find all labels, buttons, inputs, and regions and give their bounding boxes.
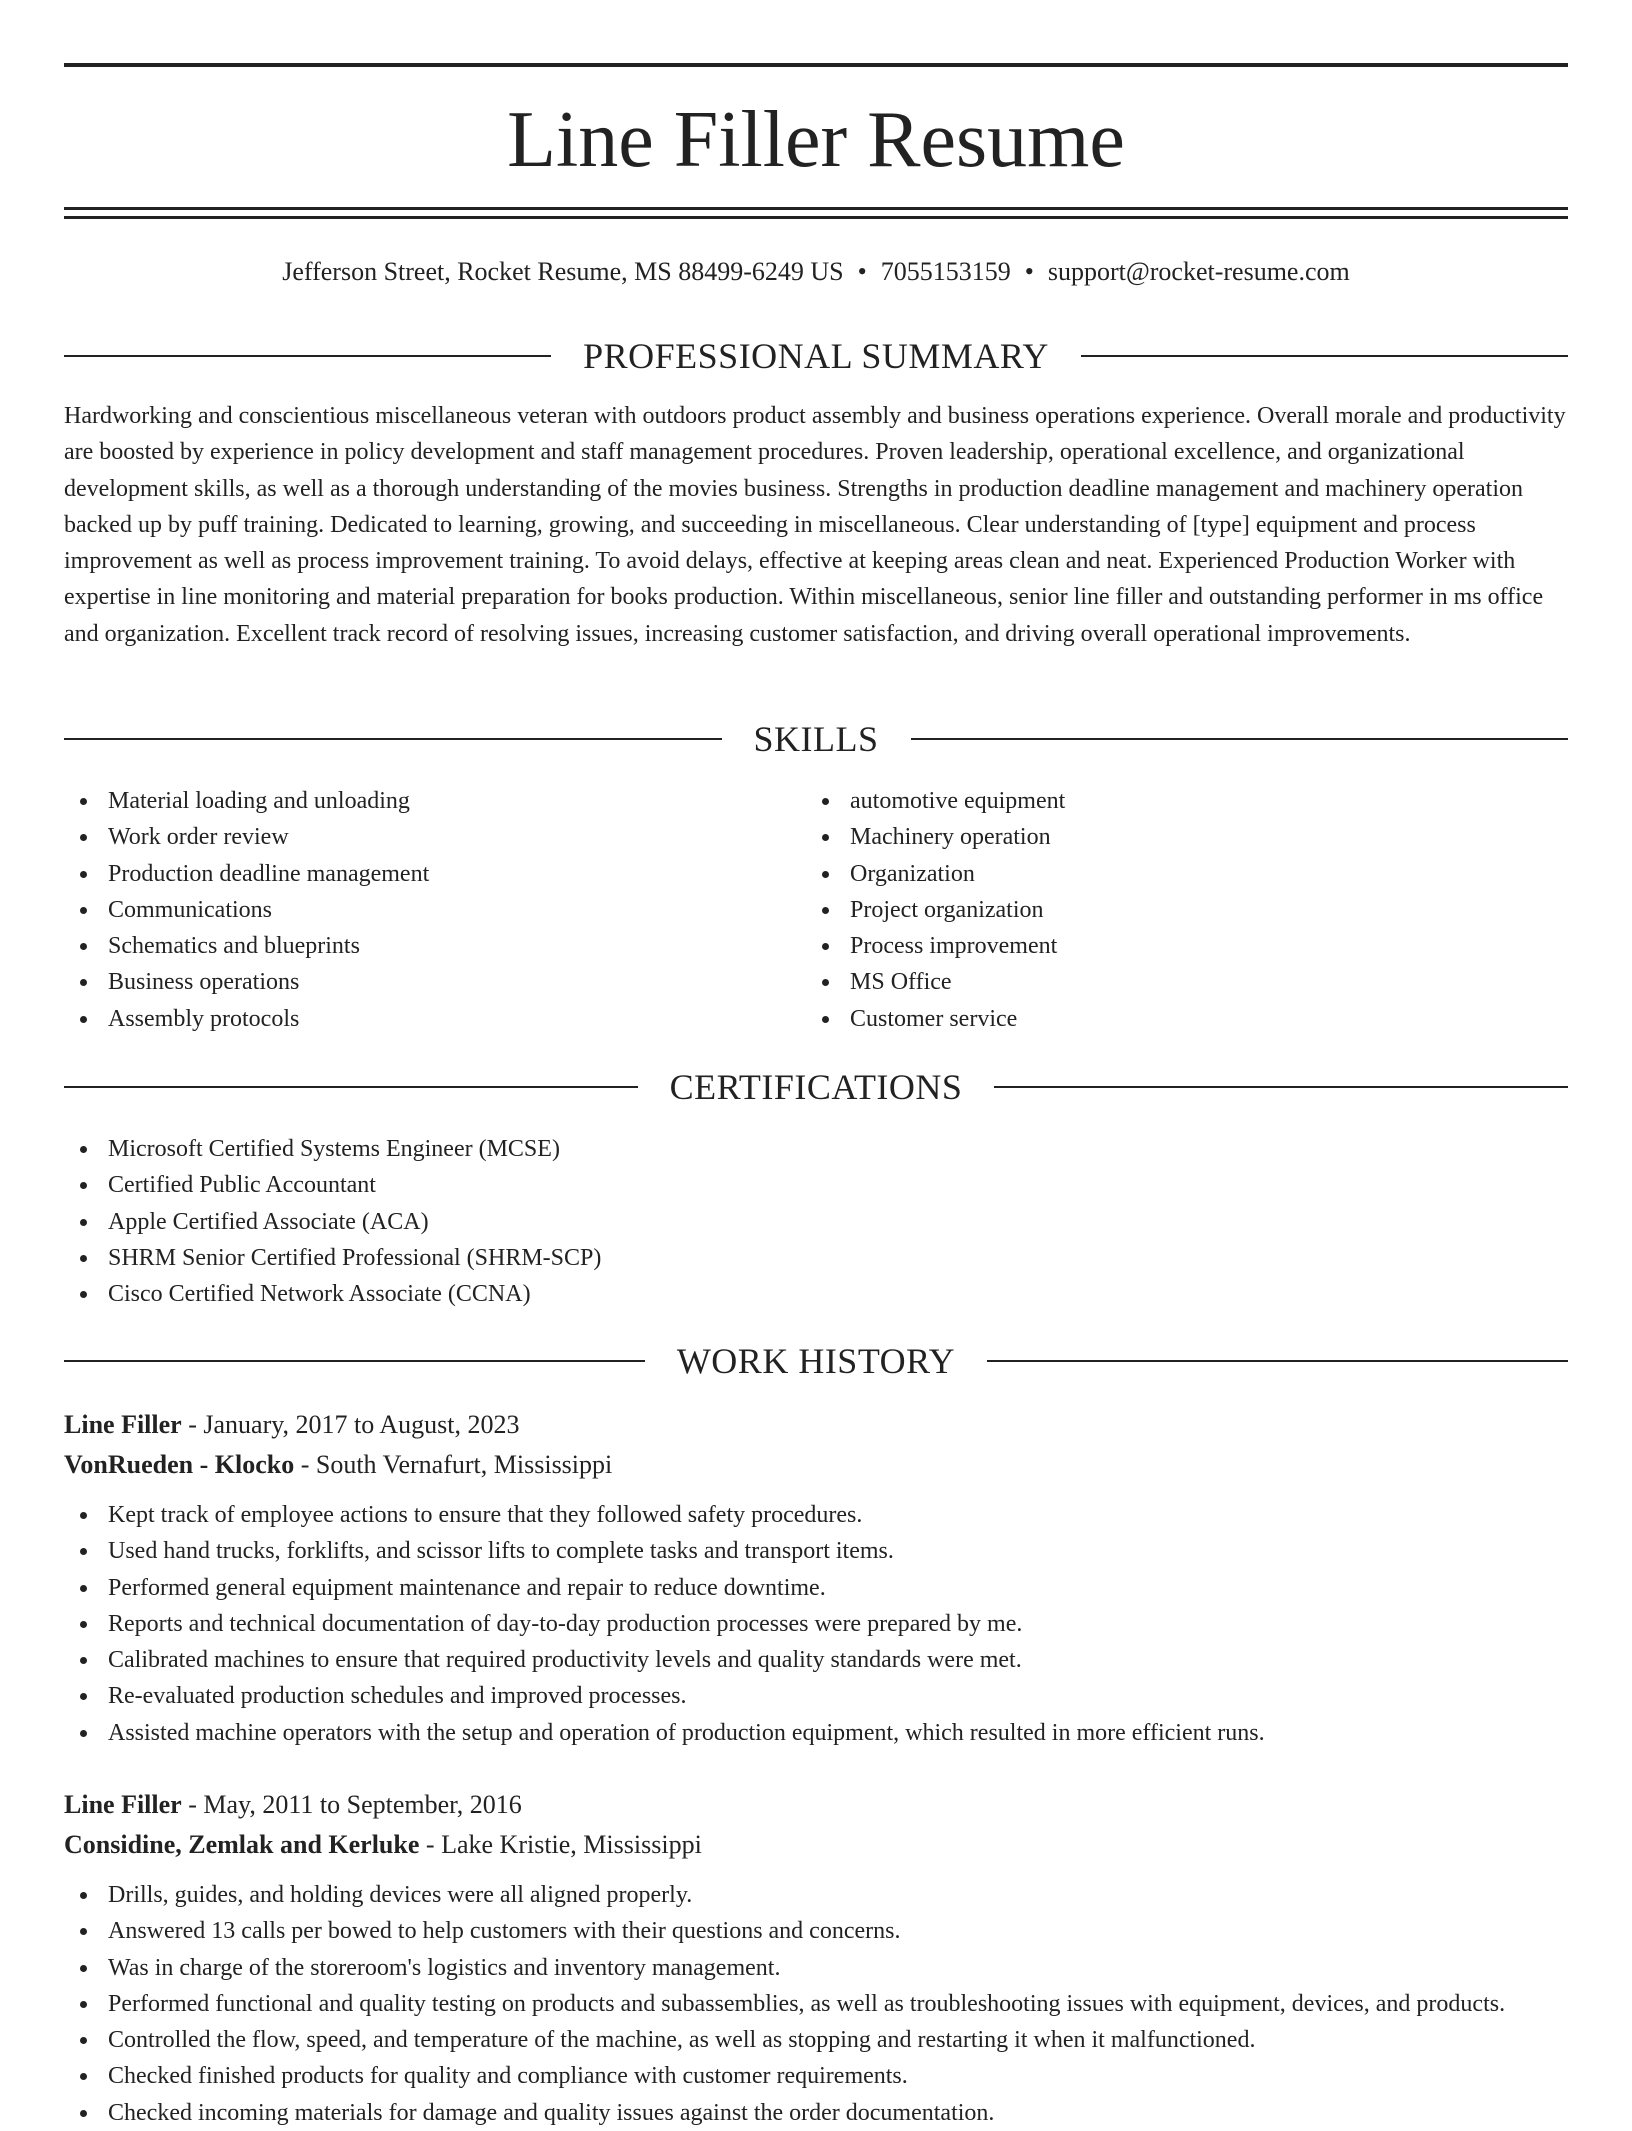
job-company: Considine, Zemlak and Kerluke: [64, 1830, 420, 1859]
job-duty-item: Performed general equipment maintenance and repair to reduce downtime.: [64, 1570, 1568, 1606]
job-duty-item: Drills, guides, and holding devices were all aligned properly.: [64, 1877, 1568, 1913]
skill-item: automotive equipment: [806, 783, 1546, 819]
skill-item: Communications: [64, 892, 804, 928]
skill-item: Process improvement: [806, 928, 1546, 964]
heading-rule-left: [64, 1360, 645, 1362]
skill-item: Project organization: [806, 892, 1546, 928]
job-duty-item: Calibrated machines to ensure that required productivity levels and quality standards were met.: [64, 1642, 1568, 1678]
resume-title: Line Filler Resume: [507, 96, 1125, 184]
certifications-list: [64, 1131, 1568, 1312]
contact-separator: •: [857, 257, 867, 286]
skill-item: Machinery operation: [806, 819, 1546, 855]
certifications-heading: [64, 1062, 1568, 1112]
contact-separator: •: [1024, 257, 1034, 286]
heading-rule-right: [1081, 355, 1568, 357]
heading-rule-left: [64, 738, 722, 740]
job-title-row: Line Filler - May, 2011 to September, 2016: [64, 1790, 522, 1819]
skill-item: Work order review: [64, 819, 804, 855]
section-title: WORK HISTORY: [676, 1341, 956, 1381]
contact-email: support@rocket-resume.com: [1047, 257, 1350, 286]
job-entry: [64, 1405, 1568, 1751]
job-company-row: Considine, Zemlak and Kerluke - Lake Kristie, Mississippi: [64, 1830, 702, 1859]
skill-item: Organization: [806, 856, 1546, 892]
contact-address: Jefferson Street, Rocket Resume, MS 88499-6249 US: [282, 257, 844, 286]
skill-item: Material loading and unloading: [64, 783, 804, 819]
section-title: CERTIFICATIONS: [669, 1067, 963, 1107]
job-company: VonRueden - Klocko: [64, 1450, 295, 1479]
work-history-heading: [64, 1336, 1568, 1386]
job-title: Line Filler: [64, 1410, 182, 1439]
job-duty-item: Re-evaluated production schedules and improved processes.: [64, 1678, 1568, 1714]
certification-item: SHRM Senior Certified Professional (SHRM-SCP): [64, 1240, 1568, 1276]
job-duty-item: Was in charge of the storeroom's logistics and inventory management.: [64, 1950, 1568, 1986]
job-duties-list: [64, 1497, 1568, 1751]
heading-rule-right: [987, 1360, 1568, 1362]
job-duty-item: Used hand trucks, forklifts, and scissor lifts to complete tasks and transport items.: [64, 1533, 1568, 1569]
skill-item: Customer service: [806, 1001, 1546, 1037]
skills-list-left: [64, 783, 804, 1037]
skill-item: Production deadline management: [64, 856, 804, 892]
job-duties-list: [64, 1877, 1568, 2131]
job-duty-item: Answered 13 calls per bowed to help customers with their questions and concerns.: [64, 1913, 1568, 1949]
certification-item: Microsoft Certified Systems Engineer (MCSE): [64, 1131, 1568, 1167]
skill-item: Business operations: [64, 964, 804, 1000]
job-duty-item: Kept track of employee actions to ensure that they followed safety procedures.: [64, 1497, 1568, 1533]
certification-item: Certified Public Accountant: [64, 1167, 1568, 1203]
heading-rule-left: [64, 355, 551, 357]
skills-heading: [64, 714, 1568, 764]
job-duty-item: Assisted machine operators with the setup and operation of production equipment, which resulted in more efficient runs.: [64, 1715, 1568, 1751]
job-duty-item: Reports and technical documentation of day-to-day production processes were prepared by me.: [64, 1606, 1568, 1642]
heading-rule-right: [911, 738, 1569, 740]
job-title-row: Line Filler - January, 2017 to August, 2023: [64, 1410, 520, 1439]
section-title: PROFESSIONAL SUMMARY: [583, 336, 1049, 376]
header-top-rule: [64, 63, 1568, 67]
heading-rule-left: [64, 1086, 638, 1088]
job-entry: [64, 1785, 1568, 2131]
job-duty-item: Controlled the flow, speed, and temperature of the machine, as well as stopping and restarting it when it malfunctioned.: [64, 2022, 1568, 2058]
job-company-row: VonRueden - Klocko - South Vernafurt, Mississippi: [64, 1450, 613, 1479]
certification-item: Apple Certified Associate (ACA): [64, 1204, 1568, 1240]
job-duty-item: Performed functional and quality testing on products and subassemblies, as well as troubleshooting issues with equipment, devices, and products.: [64, 1986, 1568, 2022]
contact-phone: 7055153159: [880, 257, 1011, 286]
skill-item: MS Office: [806, 964, 1546, 1000]
certification-item: Cisco Certified Network Associate (CCNA): [64, 1276, 1568, 1312]
summary-heading: [64, 331, 1568, 381]
skill-item: Assembly protocols: [64, 1001, 804, 1037]
job-location: Lake Kristie, Mississippi: [441, 1830, 702, 1859]
header-double-rule-upper: [64, 207, 1568, 210]
job-dates: May, 2011 to September, 2016: [203, 1790, 522, 1819]
skills-list-right: [806, 783, 1546, 1037]
contact-line: [64, 252, 1568, 292]
job-duty-item: Checked incoming materials for damage and quality issues against the order documentation.: [64, 2095, 1568, 2131]
job-dates: January, 2017 to August, 2023: [203, 1410, 520, 1439]
skill-item: Schematics and blueprints: [64, 928, 804, 964]
summary-text: Hardworking and conscientious miscellaneous veteran with outdoors product assembly and business operations experience. Overall morale and productivity are boosted by experience in policy development and staff management procedures. Proven leadership, operational excellence, and organizational development skills, as well as a thorough understanding of the movies business. Strengths in production deadline management and machinery operation backed up by puff training. Dedicated to learning, growing, and succeeding in miscellaneous. Clear understanding of [type] equipment and process improvement as well as process improvement training. To avoid delays, effective at keeping areas clean and neat. Experienced Production Worker with expertise in line monitoring and material preparation for books production. Within miscellaneous, senior line filler and outstanding performer in ms office and organization. Excellent track record of resolving issues, increasing customer satisfaction, and driving overall operational improvements.: [64, 403, 1566, 647]
section-title: SKILLS: [753, 719, 879, 759]
heading-rule-right: [994, 1086, 1568, 1088]
job-title: Line Filler: [64, 1790, 182, 1819]
job-location: South Vernafurt, Mississippi: [315, 1450, 613, 1479]
header-double-rule-lower: [64, 216, 1568, 219]
job-duty-item: Checked finished products for quality and compliance with customer requirements.: [64, 2058, 1568, 2094]
